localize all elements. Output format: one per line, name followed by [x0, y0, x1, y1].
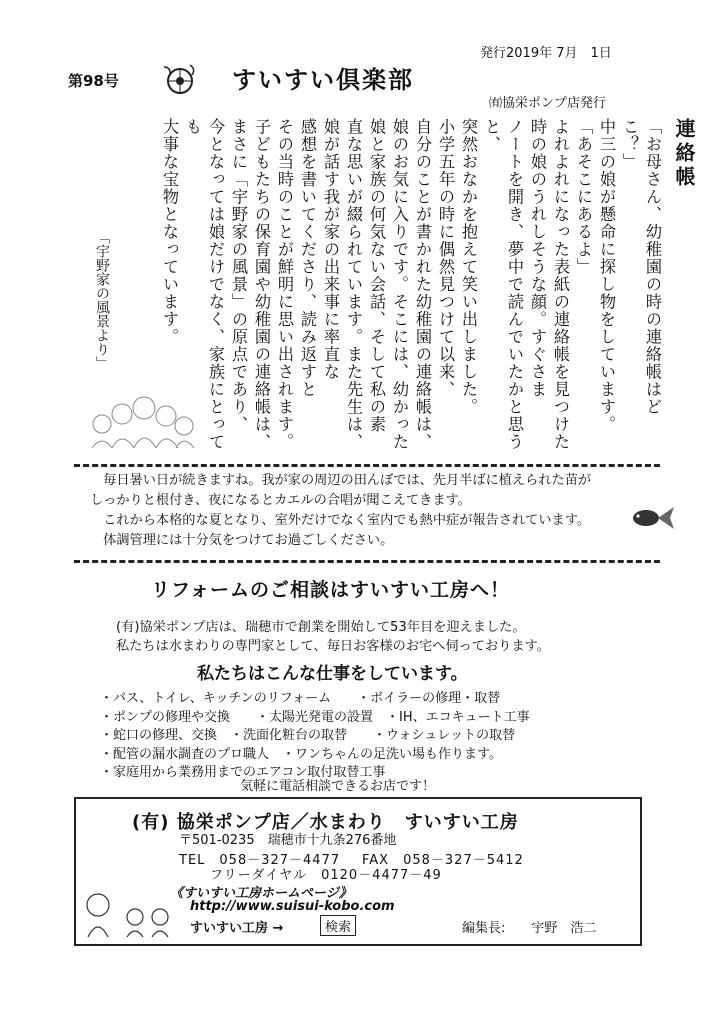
essay-title: 連絡帳: [672, 118, 696, 190]
greeting-line: 毎日暑い日が続きますね。我が家の周辺の田んぼでは、先月半ばに植えられた苗が: [90, 473, 592, 488]
service-item: ・家庭用から業務用までのエアコン取付取替工事: [100, 765, 386, 780]
essay-line: まさに「宇野家の風景」の原点であり、: [229, 118, 248, 433]
company-intro: [116, 618, 656, 656]
service-item: ・蛇口の修理、交換 ・洗面化粧台の取替 ・ウォシュレットの取替: [100, 728, 516, 743]
essay-line: よれよれになった表紙の連絡帳を見つけた: [551, 118, 570, 451]
essay-line: その当時のことが鮮明に思い出されます。: [275, 118, 294, 451]
essay-line: 小学五年の時に偶然見つけて以来、: [436, 118, 455, 398]
greeting-line: 体調管理には十分気をつけてお過ごしください。: [90, 533, 394, 548]
seasonal-greeting: [90, 471, 635, 551]
homepage-title: 《すいすい工房ホームページ》: [170, 886, 352, 901]
greeting-line: これから本格的な夏となり、室外だけでなく室内でも熱中症が報告されています。: [90, 513, 591, 528]
greeting-line: しっかりと根付き、夜になるとカエルの合唱が聞こえてきます。: [90, 493, 471, 508]
newsletter-title: すいすい倶楽部: [232, 66, 414, 94]
service-item: ・バス、トイレ、キッチンのリフォーム ・ボイラーの修理・取替: [100, 691, 501, 706]
essay-line: 娘と家族の何気ない会話、そして私の素: [367, 118, 386, 433]
essay-line: 娘のお気に入りです。そこには、幼かった: [390, 118, 409, 451]
divider: [74, 464, 660, 467]
intro-line: 私たちは水まわりの専門家として、毎日お客様のお宅へ伺っております。: [116, 639, 550, 654]
consultation-note: 気軽に電話相談できるお店です！: [240, 779, 436, 794]
homepage-url[interactable]: http://www.suisui-kobo.com: [190, 899, 395, 914]
essay-line: 今となっては娘だけでなく、家族にとっても: [183, 118, 225, 451]
editor-credit: 編集長: 宇野 浩二: [462, 921, 597, 936]
essay-line: 子どもたちの保育園や幼稚園の連絡帳は、: [252, 118, 271, 451]
service-item: ・ポンプの修理や交換 ・太陽光発電の設置 ・IH、エコキュート工事: [100, 709, 530, 725]
search-button[interactable]: 検索: [320, 915, 356, 936]
essay-line: 時の娘のうれしそうな顔。すぐさま: [528, 118, 547, 398]
essay-line: 「あそこにあるよ」: [574, 118, 593, 276]
issue-number: 第98号: [68, 72, 119, 90]
mascot-illustration: [80, 887, 178, 939]
service-item: ・配管の漏水調査のプロ職人 ・ワンちゃんの足洗い場も作ります。: [100, 746, 502, 762]
intro-line: (有)協栄ポンプ店は、瑞穂市で創業を開始して53年目を迎えました。: [116, 620, 526, 635]
fax-number: FAX 058－327－5412: [362, 853, 524, 868]
handwritten-essay: [160, 118, 696, 458]
essay-line: 中三の娘が懸命に探し物をしています。: [597, 118, 616, 433]
essay-line: 突然おなかを抱えて笑い出しました。: [459, 118, 478, 416]
essay-line: 感想を書いてくださり、読み返すと: [298, 118, 317, 398]
goldfish-illustration: [628, 503, 676, 533]
phone-number: TEL 058－327－4477: [179, 853, 341, 868]
services-heading: 私たちはこんな仕事をしています。: [197, 664, 468, 684]
morning-glory-illustration: [156, 55, 204, 103]
services-list: [100, 690, 620, 783]
essay-caption: 「宇野家の風景より」: [94, 230, 110, 370]
essay-line: 直な思いが綴られています。また先生は、: [344, 118, 363, 451]
site-name: すいすい工房 →: [190, 921, 284, 936]
free-dial: フリーダイヤル 0120－4477－49: [210, 868, 442, 883]
reform-headline: リフォームのご相談はすいすい工房へ！: [151, 579, 511, 601]
company-name: (有) 協栄ポンプ店／水まわり すいすい工房: [132, 812, 519, 833]
issue-date: 発行2019年 7月 1日: [480, 46, 612, 61]
essay-line: 「お母さん、幼稚園の時の連絡帳はどこ？」: [620, 118, 662, 416]
company-address: 〒501-0235 瑞穂市十九条276番地: [179, 833, 397, 848]
essay-line: 大事な宝物となっています。: [160, 118, 179, 346]
divider: [74, 560, 660, 563]
essay-line: 娘が話す我が家の出来事に率直な: [321, 118, 340, 381]
essay-line: 自分のことが書かれた幼稚園の連絡帳は、: [413, 118, 432, 451]
essay-line: ノートを開き、夢中で読んでいたかと思うと、: [482, 118, 524, 451]
publisher: ㈲協栄ポンプ店発行: [489, 96, 607, 111]
